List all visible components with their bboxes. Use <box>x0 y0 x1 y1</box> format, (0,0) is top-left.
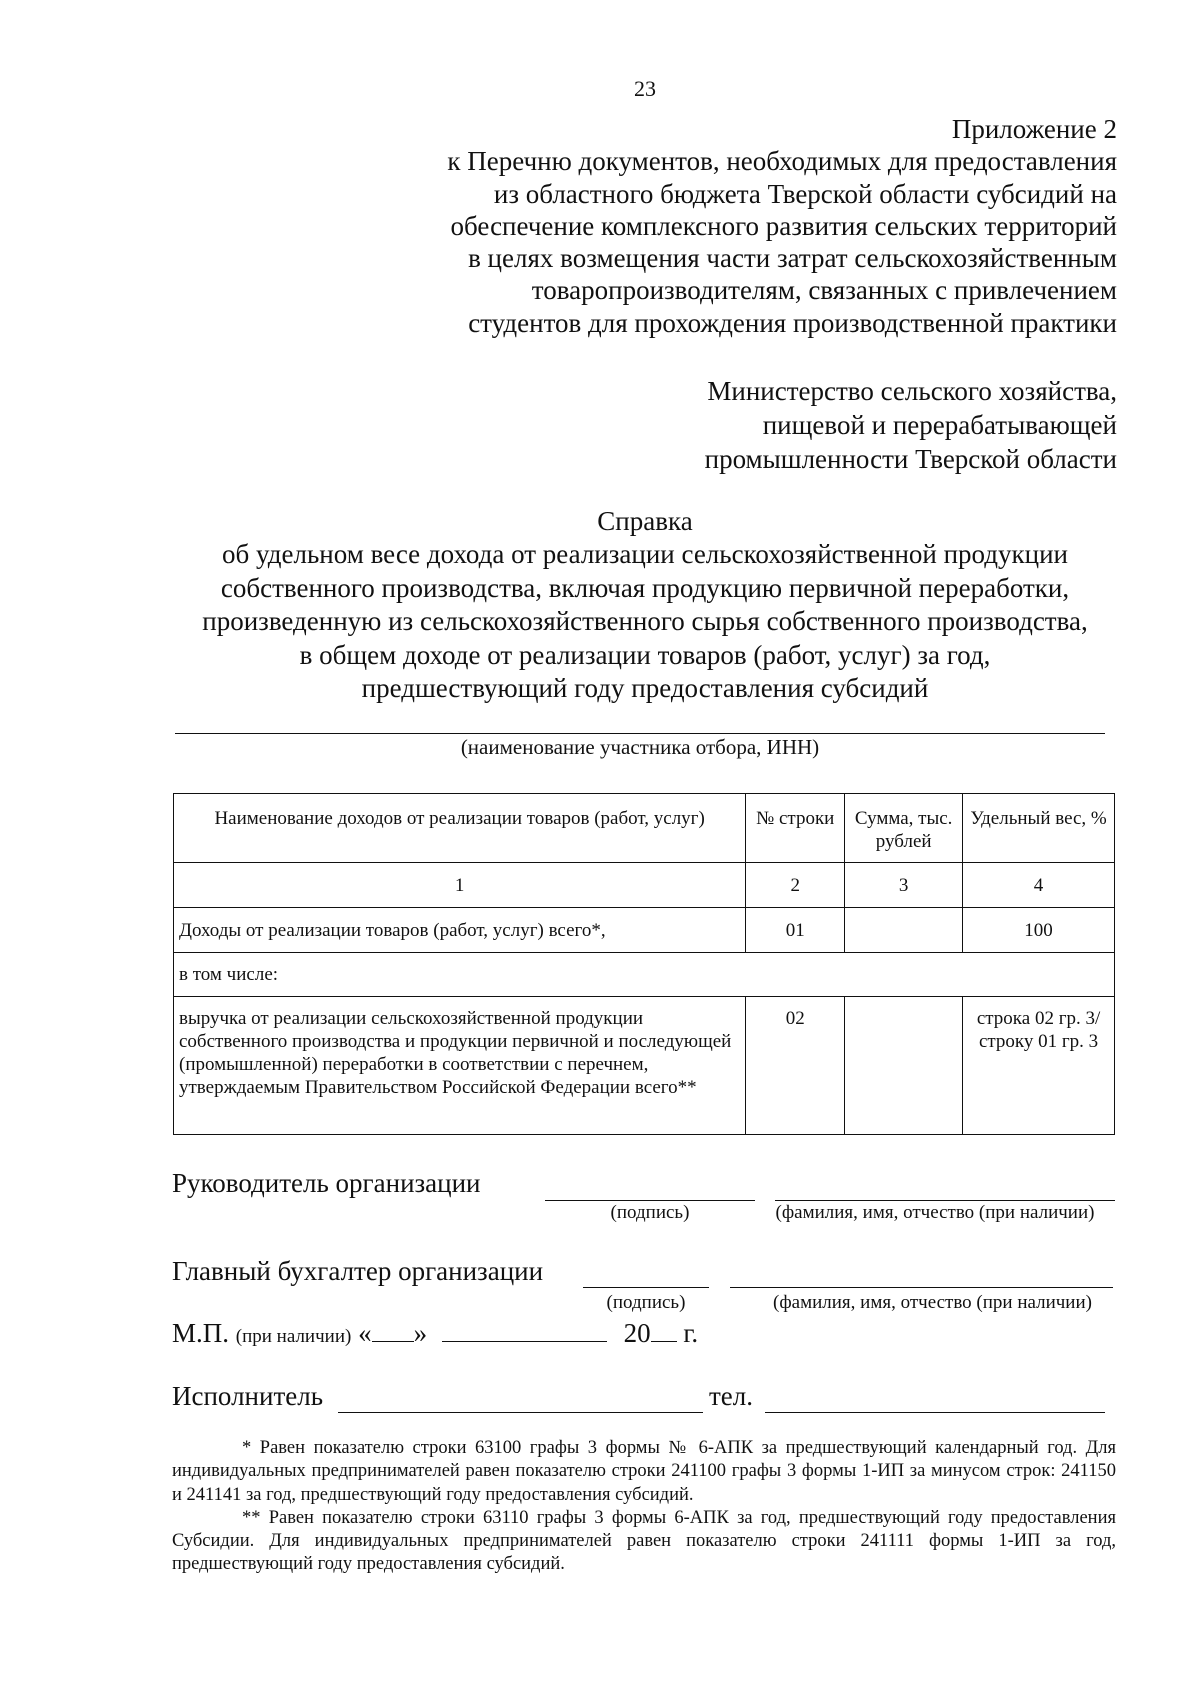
signature-caption: (подпись) <box>610 1202 690 1223</box>
year-blank[interactable] <box>651 1341 677 1342</box>
header-name: Наименование доходов от реализации товаров (работ, услуг) <box>174 794 746 863</box>
phone-label: тел. <box>709 1381 754 1411</box>
row-weight: 100 <box>963 908 1115 953</box>
month-blank[interactable] <box>442 1341 607 1342</box>
year-prefix: 20 <box>623 1318 651 1348</box>
year-suffix: г. <box>683 1318 699 1348</box>
fio-caption: (фамилия, имя, отчество (при наличии) <box>773 1292 1092 1313</box>
head-label: Руководитель организации <box>172 1168 481 1198</box>
heading-line: собственного производства, включая продукцию первичной переработки, <box>220 572 1070 603</box>
participant-caption: (наименование участника отбора, ИНН) <box>460 735 820 759</box>
row-number: 02 <box>746 997 845 1135</box>
heading-line: предшествующий году предоставления субсидий <box>361 673 929 704</box>
column-number: 1 <box>174 863 746 908</box>
appendix-title: Приложение 2 <box>951 114 1117 144</box>
quote-open: « <box>358 1318 372 1348</box>
row-number: 01 <box>746 908 845 953</box>
page-number: 23 <box>634 76 656 101</box>
row-name: Доходы от реализации товаров (работ, услуг) всего*, <box>174 908 746 953</box>
heading-line: в общем доходе от реализации товаров (работ, услуг) за год, <box>299 639 991 670</box>
row-sum-cell[interactable] <box>845 908 963 953</box>
appendix-line: из областного бюджета Тверской области субсидий на <box>493 178 1117 209</box>
table-column-numbers-row <box>174 863 1115 908</box>
row-weight: строка 02 гр. 3/ строку 01 гр. 3 <box>963 997 1115 1135</box>
mp-label: М.П. <box>172 1318 230 1348</box>
heading-line: об удельном весе дохода от реализации сельскохозяйственной продукции <box>222 539 1068 570</box>
document-heading <box>160 505 1130 705</box>
ministry-line: Министерство сельского хозяйства, <box>707 376 1117 406</box>
accountant-fio-line[interactable] <box>730 1287 1113 1288</box>
header-weight: Удельный вес, % <box>963 794 1115 863</box>
footnotes <box>172 1437 1116 1577</box>
appendix-block <box>447 113 1117 339</box>
appendix-line: товаропроизводителям, связанных с привлечением <box>531 275 1117 306</box>
income-table <box>173 793 1115 1135</box>
heading-line: произведенную из сельскохозяйственного сырья собственного производства, <box>202 606 1088 637</box>
row-name: выручка от реализации сельскохозяйственной продукции собственного производства и продукции первичной и последующей (промышленной) переработки в соответствии с перечнем, утверждаемым Правительством Российской Федерации всего** <box>174 997 746 1135</box>
ministry-line: пищевой и перерабатывающей <box>762 410 1117 440</box>
table-row <box>174 908 1115 953</box>
appendix-line: в целях возмещения части затрат сельскохозяйственным <box>468 243 1117 274</box>
executor-label: Исполнитель <box>172 1381 324 1411</box>
mp-note: (при наличии) <box>235 1326 352 1347</box>
day-blank[interactable] <box>372 1341 414 1342</box>
table-row <box>174 997 1115 1135</box>
appendix-line: обеспечение комплексного развития сельских территорий <box>450 210 1117 241</box>
quote-close: » <box>413 1318 428 1348</box>
row-sum-cell[interactable] <box>845 997 963 1135</box>
ministry-addressee <box>705 374 1117 476</box>
executor-line[interactable] <box>338 1412 703 1413</box>
signature-caption: (подпись) <box>606 1292 686 1313</box>
footnote: * Равен показателю строки 63100 графы 3 формы № 6-АПК за предшествующий календарный год. Для индивидуальных предпринимателей равен показателю строки 241100 графы 3 формы 1-ИП за минусом строк: 241150 и 241141 за год, предшествующий году предоставления субсидий. <box>172 1438 1116 1505</box>
mp-date-row <box>172 1318 698 1349</box>
fio-caption: (фамилия, имя, отчество (при наличии) <box>775 1202 1095 1223</box>
head-signature-line[interactable] <box>545 1200 755 1201</box>
ministry-line: промышленности Тверской области <box>704 444 1117 474</box>
including-label: в том числе: <box>174 953 1115 997</box>
accountant-signature-line[interactable] <box>583 1287 709 1288</box>
footnote: ** Равен показателю строки 63110 графы 3 формы 6-АПК за год, предшествующий году предоставления Субсидии. Для индивидуальных предпринимателей равен показателю строки 241111 формы 1-ИП за год, предшествующий году предоставления субсидий. <box>172 1507 1116 1575</box>
accountant-label: Главный бухгалтер организации <box>172 1256 544 1286</box>
header-sum: Сумма, тыс. рублей <box>845 794 963 863</box>
column-number: 3 <box>845 863 963 908</box>
header-row-number: № строки <box>746 794 845 863</box>
column-number: 4 <box>963 863 1115 908</box>
head-fio-line[interactable] <box>775 1200 1115 1201</box>
table-row-including <box>174 953 1115 997</box>
table-header-row <box>174 794 1115 863</box>
appendix-line: студентов для прохождения производственной практики <box>468 307 1117 338</box>
column-number: 2 <box>746 863 845 908</box>
appendix-line: к Перечню документов, необходимых для предоставления <box>447 146 1117 177</box>
heading-title: Справка <box>597 506 693 536</box>
phone-line[interactable] <box>765 1412 1105 1413</box>
participant-name-line[interactable] <box>175 733 1105 734</box>
